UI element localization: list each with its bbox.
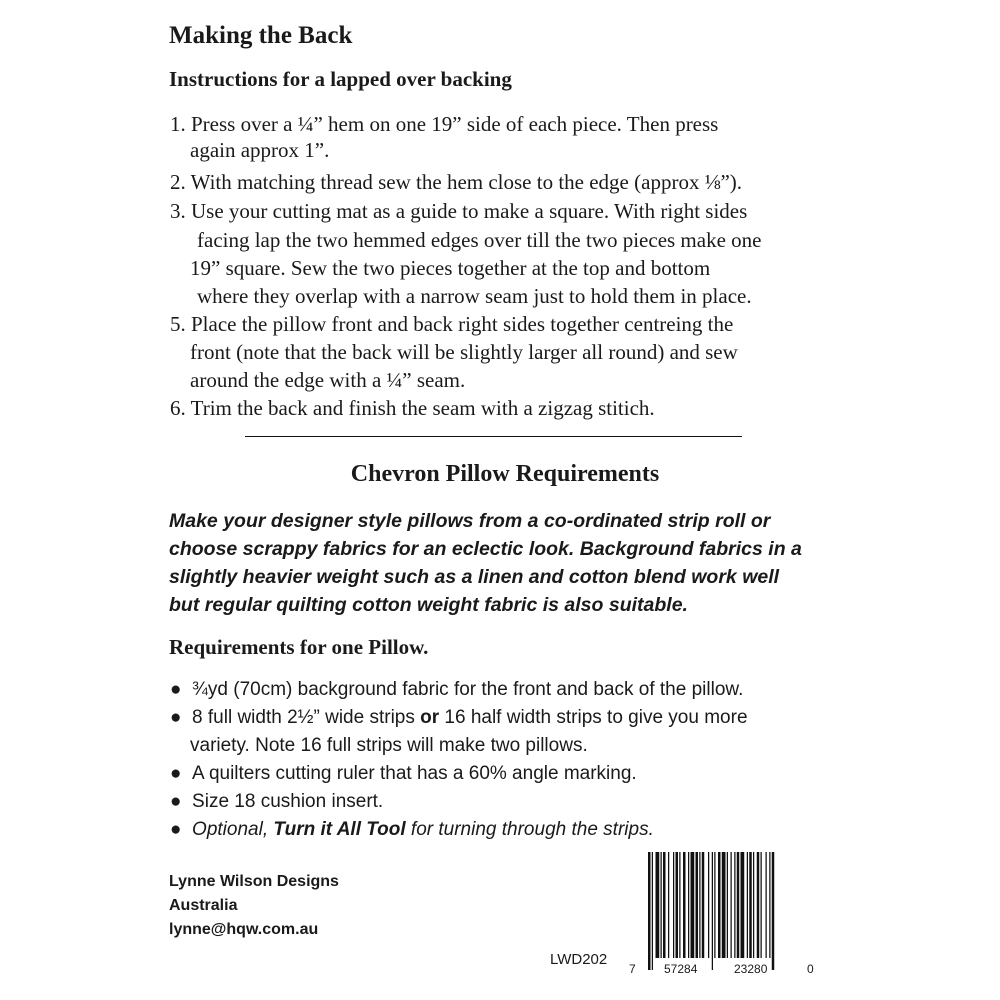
intro-line: Make your designer style pillows from a co-ordinated strip roll or [169,510,771,532]
product-code: LWD202 [550,951,608,968]
list-item-ruler [170,761,637,787]
step-line: 3. Use your cutting mat as a guide to make a square. With right sides [170,199,748,223]
company-name: Lynne Wilson Designs [169,873,339,890]
barcode-bar [722,852,726,958]
section-title-making-back: Making the Back [169,22,353,49]
list-item-optional [170,817,654,843]
step-line: where they overlap with a narrow seam just to hold them in place. [197,284,752,308]
step-line: again approx 1”. [190,138,330,162]
barcode-bar [688,852,689,958]
company-country: Australia [169,897,238,914]
list-item-continuation: variety. Note 16 full strips will make two pillows. [190,735,588,756]
barcode-bar [714,852,715,958]
barcode-bar [753,852,754,958]
barcode-bar [663,852,666,958]
barcode-digit-first: 7 [629,962,636,976]
intro-line: choose scrappy fabrics for an eclectic look. Background fabrics in a [169,538,802,560]
barcode-bar [683,852,686,958]
barcode-bar [727,852,728,958]
barcode-bar [656,852,660,958]
barcode-bar [702,852,705,958]
step-line: 1. Press over a ¼” hem on one 19” side of each piece. Then press [170,112,719,136]
barcode-bar [718,852,721,958]
barcode [640,850,820,980]
barcode-bar [699,852,700,958]
bullet-icon: ● [170,819,182,840]
step-line: facing lap the two hemmed edges over till the two pieces make one [197,228,762,252]
barcode-bar [708,852,709,958]
barcode-bar [747,852,748,958]
bullet-icon: ● [170,763,182,784]
barcode-bar [652,852,653,970]
bullet-icon: ● [170,679,182,700]
barcode-bar [734,852,735,958]
barcode-bar [679,852,680,958]
bullet-icon: ● [170,707,182,728]
barcode-bar [741,852,745,958]
barcode-bar [668,852,669,958]
section-divider [245,436,742,437]
barcode-bar [712,852,713,970]
list-item-strips [170,705,748,731]
list-item-text: ¾yd (70cm) background fabric for the front and back of the pillow. [192,679,744,700]
barcode-digits-left: 57284 [664,962,698,976]
requirements-subheading: Requirements for one Pillow. [169,635,429,659]
barcode-bar [673,852,674,958]
barcode-bar [772,852,775,970]
step-line: around the edge with a ¼” seam. [190,368,466,392]
list-item-emphasis: or [420,707,440,728]
barcode-bar [761,852,762,958]
barcode-digits-right: 23280 [734,962,768,976]
bullet-icon: ● [170,791,182,812]
barcode-bar [648,852,651,970]
list-item-text: for turning through the strips. [405,819,654,840]
section-title-requirements: Chevron Pillow Requirements [350,461,660,487]
barcode-bar [691,852,695,958]
list-item-text: 8 full width 2½” wide strips [192,707,421,728]
intro-line: but regular quilting cotton weight fabric is also suitable. [169,594,688,616]
barcode-bar [769,852,770,958]
step-line: 2. With matching thread sew the hem close to the edge (approx ⅛”). [170,170,743,194]
barcode-bar [737,852,740,958]
step-line: 19” square. Sew the two pieces together at the top and bottom [190,256,711,280]
step-line: front (note that the back will be slightly larger all round) and sew [190,340,738,364]
list-item-text: 16 half width strips to give you more [439,707,748,728]
barcode-bar [696,852,699,958]
barcode-digit-last: 0 [807,962,814,976]
list-item-insert [170,789,383,815]
intro-line: slightly heavier weight such as a linen and cotton blend work well [169,566,780,588]
barcode-bar [766,852,767,958]
step-line: 6. Trim the back and finish the seam with a zigzag stitich. [170,396,655,420]
barcode-bar [749,852,752,958]
barcode-bar [676,852,679,958]
step-line: 5. Place the pillow front and back right sides together centreing the [170,312,734,336]
barcode-bars [648,852,774,970]
barcode-bar [661,852,662,958]
list-item-emphasis: Turn it All Tool [273,819,406,840]
barcode-bar [731,852,732,958]
list-item-text: Size 18 cushion insert. [192,791,384,812]
list-item-fabric [170,677,743,703]
subtitle-lapped-backing: Instructions for a lapped over backing [169,67,512,91]
list-item-text: Optional, [192,819,274,840]
list-item-text: A quilters cutting ruler that has a 60% angle marking. [192,763,637,784]
company-email: lynne@hqw.com.au [169,921,319,938]
barcode-bar [757,852,760,958]
